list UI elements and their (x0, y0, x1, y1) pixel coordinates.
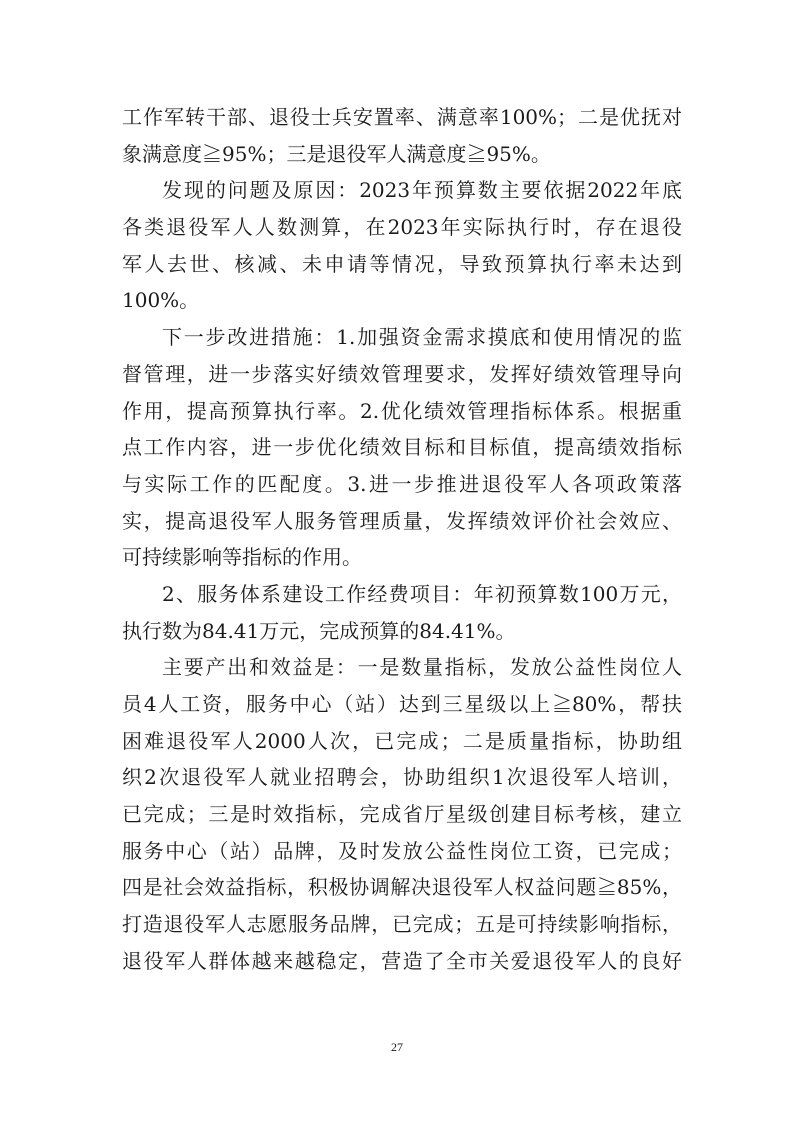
text-line: 服务中心（站）品牌，及时发放公益性岗位工资，已完成； (122, 838, 682, 863)
text-line: 已完成；三是时效指标，完成省厅星级创建目标考核，建立 (122, 802, 682, 827)
text-line: 实，提高退役军人服务管理质量，发挥绩效评价社会效应、 (122, 508, 682, 533)
text-line: 退役军人群体越来越稳定，营造了全市关爱退役军人的良好 (122, 948, 682, 973)
document-body (122, 99, 682, 980)
text-line: 打造退役军人志愿服务品牌，已完成；五是可持续影响指标， (122, 912, 682, 937)
page-number: 27 (391, 1040, 403, 1054)
text-line: 督管理，进一步落实好绩效管理要求，发挥好绩效管理导向 (122, 361, 682, 386)
paragraph-improvement-measures (122, 319, 682, 576)
text-line: 点工作内容，进一步优化绩效目标和目标值，提高绩效指标 (122, 435, 682, 460)
text-line: 困难退役军人2000人次，已完成；二是质量指标，协助组 (122, 728, 682, 753)
text-line: 可持续影响等指标的作用。 (122, 545, 362, 570)
text-line: 象满意度≧95%；三是退役军人满意度≧95%。 (122, 141, 551, 166)
text-line: 100%。 (122, 288, 200, 313)
text-line: 工作军转干部、退役士兵安置率、满意率100%；二是优抚对 (122, 105, 682, 129)
paragraph-outputs-benefits (122, 649, 682, 979)
paragraph-service-system-project (122, 576, 682, 649)
text-line: 军人去世、核减、未申请等情况，导致预算执行率未达到 (122, 251, 682, 276)
text-line: 2、服务体系建设工作经费项目：年初预算数100万元， (162, 581, 682, 606)
paragraph-problems-causes (122, 172, 682, 319)
text-line: 与实际工作的匹配度。3.进一步推进退役军人各项政策落 (122, 471, 682, 496)
text-line: 作用，提高预算执行率。2.优化绩效管理指标体系。根据重 (122, 398, 682, 423)
text-line: 主要产出和效益是：一是数量指标，发放公益性岗位人 (162, 655, 682, 680)
text-line: 织2次退役军人就业招聘会，协助组织1次退役军人培训， (122, 765, 682, 790)
paragraph-continuation (122, 99, 682, 172)
text-line: 发现的问题及原因：2023年预算数主要依据2022年底 (162, 178, 682, 203)
text-line: 四是社会效益指标，积极协调解决退役军人权益问题≧85%， (122, 875, 682, 900)
text-line: 员4人工资，服务中心（站）达到三星级以上≧80%，帮扶 (122, 692, 682, 716)
text-line: 下一步改进措施：1.加强资金需求摸底和使用情况的监 (162, 325, 682, 350)
text-line: 执行数为84.41万元，完成预算的84.41%。 (122, 618, 516, 643)
text-line: 各类退役军人人数测算，在2023年实际执行时，存在退役 (122, 215, 682, 240)
